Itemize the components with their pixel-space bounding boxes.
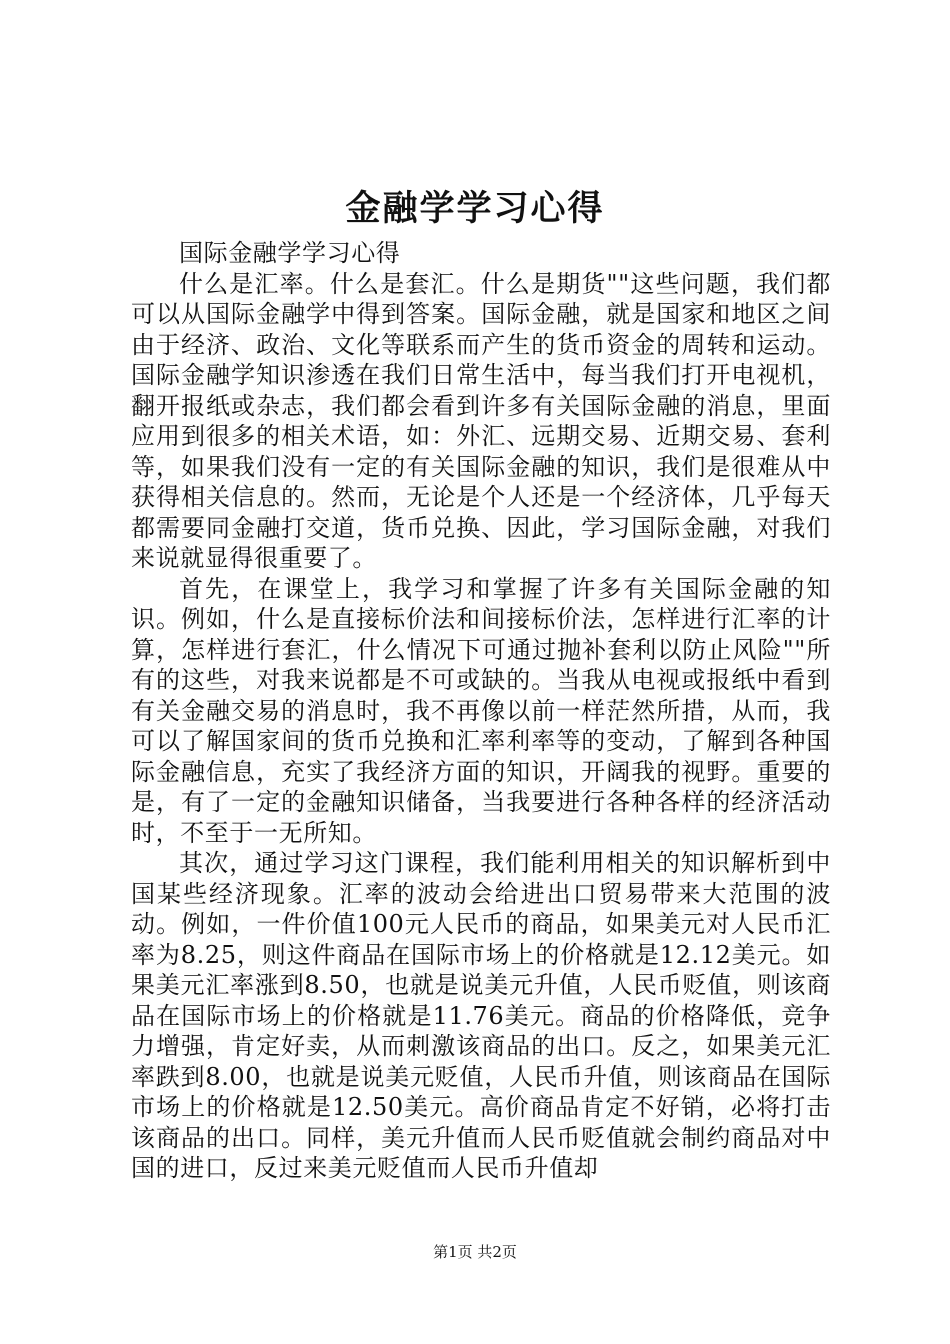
document-title: 金融学学习心得 — [345, 188, 605, 229]
paragraph-2: 首先，在课堂上，我学习和掌握了许多有关国际金融的知识。例如，什么是直接标价法和间接标价法，怎样进行汇率的计算，怎样进行套汇，什么情况下可通过抛补套利以防止风险""所有的这些，对我来说都是不可或缺的。当我从电视或报纸中看到有关金融交易的消息时，我不再像以前一样茫然所措，从而，我可以了解国家间的货币兑换和汇率利率等的变动，了解到各种国际金融信息，充实了我经济方面的知识，开阔我的视野。重要的是，有了一定的金融知识储备，当我要进行各种各样的经济活动时，不至于一无所知。 — [131, 574, 831, 847]
document-body — [131, 238, 831, 1184]
page-number-footer: 第1页 共2页 — [433, 1243, 517, 1261]
paragraph-1: 什么是汇率。什么是套汇。什么是期货""这些问题，我们都可以从国际金融学中得到答案。国际金融，就是国家和地区之间由于经济、政治、文化等联系而产生的货币资金的周转和运动。国际金融学知识渗透在我们日常生活中，每当我们打开电视机，翻开报纸或杂志，我们都会看到许多有关国际金融的消息，里面应用到很多的相关术语，如：外汇、远期交易、近期交易、套利等，如果我们没有一定的有关国际金融的知识，我们是很难从中获得相关信息的。然而，无论是个人还是一个经济体，几乎每天都需要同金融打交道，货币兑换、因此，学习国际金融，对我们来说就显得很重要了。 — [131, 269, 831, 572]
paragraph-subtitle: 国际金融学学习心得 — [179, 239, 401, 267]
paragraph-3: 其次，通过学习这门课程，我们能利用相关的知识解析到中国某些经济现象。汇率的波动会给进出口贸易带来大范围的波动。例如，一件价值100元人民币的商品，如果美元对人民币汇率为8.25，则这件商品在国际市场上的价格就是12.12美元。如果美元汇率涨到8.50，也就是说美元升值，人民币贬值，则该商品在国际市场上的价格就是11.76美元。商品的价格降低，竞争力增强，肯定好卖，从而刺激该商品的出口。反之，如果美元汇率跌到8.00，也就是说美元贬值，人民币升值，则该商品在国际市场上的价格就是12.50美元。高价商品肯定不好销，必将打击该商品的出口。同样，美元升值而人民币贬值就会制约商品对中国的进口，反过来美元贬值而人民币升值却 — [131, 849, 831, 1182]
